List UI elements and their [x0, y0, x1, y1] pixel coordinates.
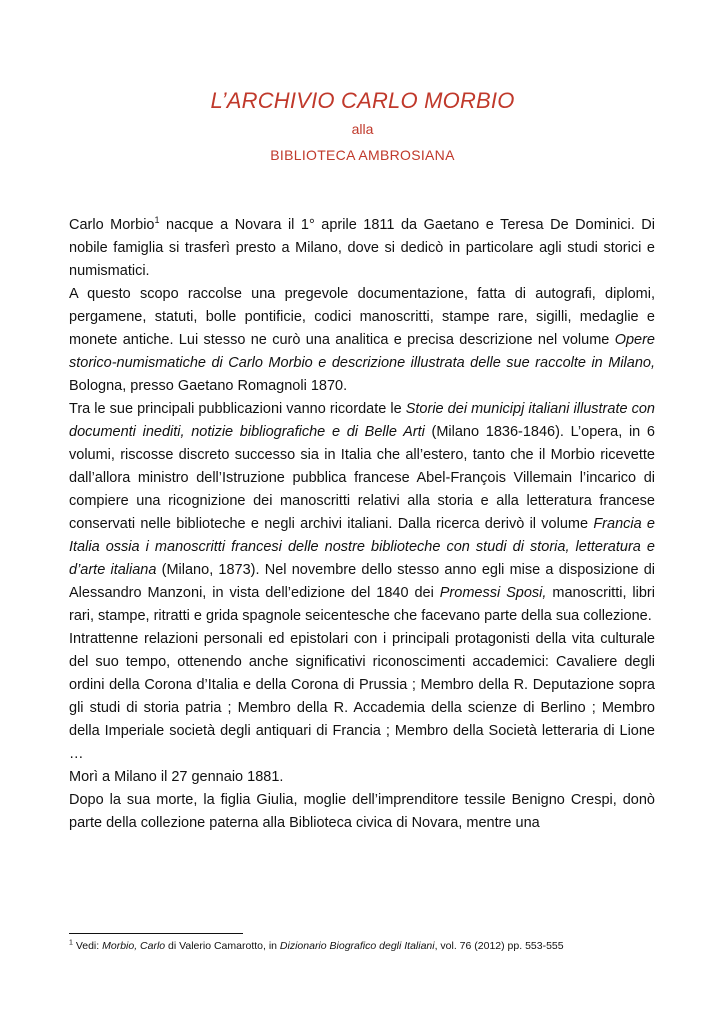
italic-title: Opere storico-numismatiche di Carlo Morbio e descrizione illustrata delle sue raccolte in Milano,: [69, 332, 655, 371]
text-run: nacque a Novara il 1° aprile 1811 da Gaetano e Teresa De Dominici. Di nobile famiglia si trasferì presto a Milano, dove si dedicò in particolare agli studi storici e numismatici.: [69, 217, 655, 279]
text-run: Bologna, presso Gaetano Romagnoli 1870.: [69, 378, 348, 394]
page-title: L’ARCHIVIO CARLO MORBIO: [210, 88, 515, 113]
italic-title: Promessi Sposi,: [439, 585, 547, 601]
subtitle-alla: alla: [351, 121, 374, 137]
paragraph: [69, 628, 655, 766]
text-run: Carlo Morbio: [69, 217, 155, 233]
text-run: Morì a Milano il 27 gennaio 1881.: [69, 769, 284, 785]
footnote: [69, 940, 669, 952]
italic-title: Morbio, Carlo: [102, 940, 166, 952]
text-run: Intrattenne relazioni personali ed epistolari con i principali protagonisti della vita culturale del suo tempo, ottenendo anche significativi riconoscimenti accademici: Cavaliere degli ordini della Corona d’Italia e della Corona di Prussia ; Membro della R. Deputazione sopra gli studi di storia patria ; Membro della R. Accademia della scienze di Berlino ; Membro della Imperiale società degli antiquari di Francia ; Membro della Società letteraria di Lione …: [69, 631, 655, 762]
italic-title: Francia e Italia ossia i manoscritti francesi delle nostre biblioteche con studi di storia, letteratura e d’arte italiana: [69, 516, 656, 578]
italic-title: Storie dei municipj italiani illustrate con documenti inediti, notizie bibliografiche e di Belle Arti: [69, 401, 655, 440]
footnote-marker: 1: [69, 939, 73, 947]
text-run: Tra le sue principali pubblicazioni vanno ricordate le: [69, 401, 406, 417]
text-run: manoscritti, libri rari, stampe, ritratti e grida spagnole seicentesche che facevano parte della sua collezione.: [69, 585, 655, 624]
footnote-separator: [69, 933, 243, 934]
text-run: di Valerio Camarotto, in: [165, 940, 280, 952]
subtitle-library: BIBLIOTECA AMBROSIANA: [270, 147, 455, 163]
text-run: Vedi:: [72, 940, 103, 952]
body-text: [69, 214, 655, 835]
paragraph: [69, 766, 655, 789]
paragraph: [69, 283, 655, 398]
italic-title: Dizionario Biografico degli Italiani: [279, 940, 435, 952]
text-run: (Milano, 1873). Nel novembre dello stesso anno egli mise a disposizione di Alessandro Manzoni, in vista dell’edizione del 1840 dei: [69, 562, 655, 601]
text-run: , vol. 76 (2012) pp. 553-555: [434, 940, 564, 952]
paragraph: [69, 789, 655, 835]
paragraph: [69, 214, 655, 283]
footnote-marker: 1: [154, 215, 160, 226]
text-run: Dopo la sua morte, la figlia Giulia, moglie dell’imprenditore tessile Benigno Crespi, donò parte della collezione paterna alla Biblioteca civica di Novara, mentre una: [69, 792, 655, 831]
paragraph: [69, 398, 655, 628]
text-run: A questo scopo raccolse una pregevole documentazione, fatta di autografi, diplomi, pergamene, statuti, bolle pontificie, codici manoscritti, stampe rare, sigilli, medaglie e monete antiche. Lui stesso ne curò una analitica e precisa descrizione nel volume: [69, 286, 655, 348]
text-run: (Milano 1836-1846). L’opera, in 6 volumi, riscosse discreto successo sia in Italia che all’estero, tanto che il Morbio ricevette dall’allora ministro dell’Istruzione pubblica francese Abel-François Villemain l’incarico di compiere una ricognizione dei manoscritti relativi alla storia e alla letteratura francese conservati nelle biblioteche e negli archivi italiani. Dalla ricerca derivò il volume: [69, 424, 655, 532]
